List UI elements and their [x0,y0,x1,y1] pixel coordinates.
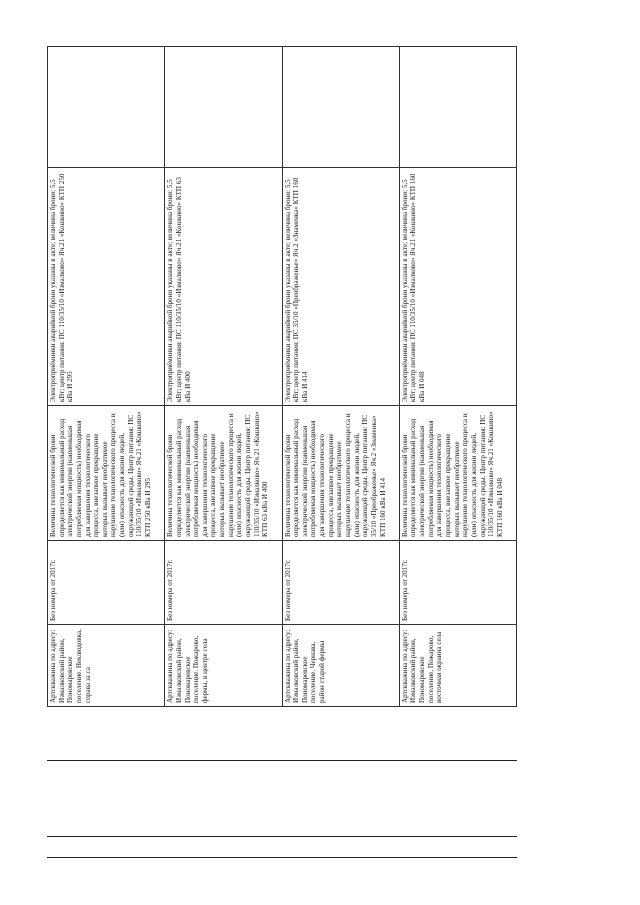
table-row [165,47,282,707]
act-cell: Электроприёмники аварийной брони указаны в акте; величина брони: 5,5 кВт; центр питания: ПС 110/35/10 «Измалково» Яч.21 «Кошкино» КТП 250 кВа И 295 [48,168,165,406]
table-row [399,47,516,707]
empty-cell [165,47,282,168]
number-cell: Без номера от 2017г. [282,541,399,625]
empty-cell [282,47,399,168]
description-cell: Величина технологической брони определяется как минимальный расход электрической энергии (наименьшая потребляемая мощность) необходимая для завершения технологического процесса, внезапное прекращение которых вызывает необратимое нарушение технологического процесса и (или) опасность для жизни людей, окружающей среды. Центр питания: ПС 110/35/10 «Измалково» Яч.21 «Кошкино» КТП 63 кВа И 400 [165,406,282,541]
description-cell: Величина технологической брони определяется как минимальный расход электрической энергии (наименьшая потребляемая мощность) необходимая для завершения технологического процесса, внезапное прекращение которых вызывает необратимое нарушение технологического процесса и (или) опасность для жизни людей, окружающей среды. Центр питания: ПС 110/35/10 «Измалково» Яч.21 «Кошкино» КТП 250 кВа И 295 [48,406,165,541]
description-cell: Величина технологической брони определяется как минимальный расход электрической энергии (наименьшая потребляемая мощность) необходимая для завершения технологического процесса, внезапное прекращение которых вызывает необратимое нарушение технологического процесса и (или) опасность для жизни людей, окружающей среды. Центр питания: ПС 110/35/10 «Измалково» Яч.21 «Кошкино» КТП 160 кВа И 048 [399,406,516,541]
act-cell: Электроприёмники аварийной брони указаны в акте; величина брони: 5,5 кВт; центр питания: ПС 110/35/10 «Измалково» Яч.21 «Кошкино» КТП 160 кВа И 048 [399,168,516,406]
footer-rule-middle [47,836,517,837]
location-cell: Артскважина по адресу: Измалковский район, Пономаревское поселение, Пожарово, восточная окраина села [399,625,516,707]
footer-rule-bottom [47,857,517,858]
rotated-table-wrapper [47,47,517,707]
number-cell: Без номера от 2017г. [48,541,165,625]
description-cell: Величина технологической брони определяется как минимальный расход электрической энергии (наименьшая потребляемая мощность) необходимая для завершения технологического процесса, внезапное прекращение которых вызывает необратимое нарушение технологического процесса и (или) опасность для жизни людей, окружающей среды. Центр питания: ПС 35/10 «Преображенье» Яч.2 «Знаменка» КТП 160 кВа И 414 [282,406,399,541]
number-cell: Без номера от 2017г. [399,541,516,625]
act-cell: Электроприёмники аварийной брони указаны в акте; величина брони: 5,5 кВт; центр питания: ПС 35/10 «Преображенье» Яч.2 «Знаменка» КТП 160 кВа И 414 [282,168,399,406]
reservation-table [47,46,517,707]
table-row [48,47,165,707]
act-cell: Электроприёмники аварийной брони указаны в акте; величина брони: 5,5 кВт; центр питания: ПС 110/35/10 «Измалково» Яч.21 «Кошкино» КТП 63 кВа И 400 [165,168,282,406]
footer-rule-top [47,760,517,761]
empty-cell [399,47,516,168]
table-row [282,47,399,707]
empty-cell [48,47,165,168]
location-cell: Артскважина по адресу: Измалковский район, Пономаревское поселение. Неклюдовка, справа за са [48,625,165,707]
location-cell: Артскважина по адресу: Измалковский район, Пономаревское поселение. Пожарово, фермы, в центре села [165,625,282,707]
location-cell: Артскважина по адресу: Измалковский район, Пономаревское поселение. Чернава, район старой фермы [282,625,399,707]
number-cell: Без номера от 2017г. [165,541,282,625]
